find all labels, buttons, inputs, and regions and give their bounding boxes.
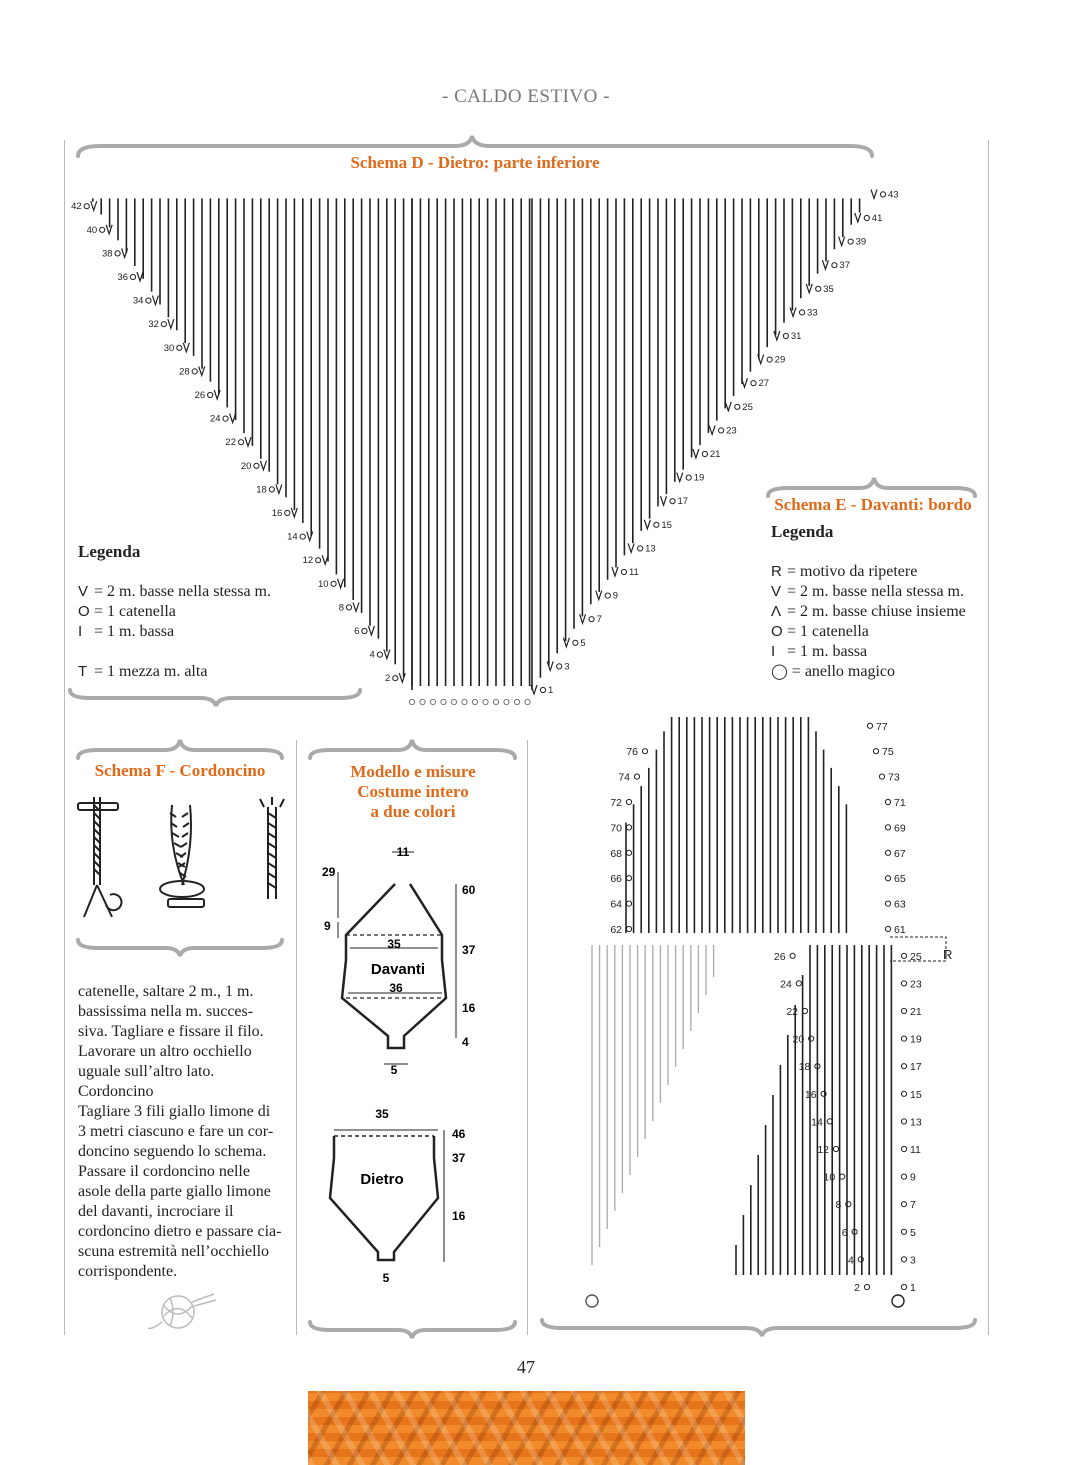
davanti-label: Davanti: [370, 961, 426, 978]
schema-e-row-number: 69: [894, 822, 906, 835]
schema-d-row-number: 2: [384, 673, 391, 685]
dietro-label: Dietro: [360, 1171, 404, 1188]
body-line: Passare il cordoncino nelle: [78, 1163, 250, 1180]
legend-item-i: I = 1 m. bassa: [771, 643, 868, 660]
schema-e-row-number: 14: [811, 1116, 823, 1129]
dietro-height-16: 16: [452, 1209, 466, 1223]
schema-e-row-number: 26: [773, 950, 786, 963]
body-line: cordoncino dietro e passare cia-: [78, 1223, 282, 1240]
dietro-height-37: 37: [452, 1151, 466, 1165]
schema-e-row-number: 15: [910, 1088, 922, 1101]
schema-e-row-number: 6: [841, 1226, 848, 1239]
schema-d-row-number: 3: [564, 661, 570, 673]
legend-item-o: O = 1 catenella: [78, 603, 176, 620]
schema-e-row-number: 4: [847, 1254, 854, 1267]
schema-e-row-number: 3: [910, 1254, 916, 1267]
legend-item-r: R = motivo da ripetere: [771, 563, 918, 580]
schema-e-row-number: 65: [894, 873, 906, 886]
schema-d-legend: [78, 582, 358, 682]
schema-d-row-number: 13: [645, 543, 656, 555]
davanti-height-37: 37: [462, 943, 476, 957]
schema-e-row-number: 21: [910, 1006, 922, 1018]
legend-item-o: O = 1 catenella: [771, 623, 869, 640]
legend-item-i: I = 1 m. bassa: [78, 623, 175, 640]
body-line: Lavorare un altro occhiello: [78, 1043, 252, 1060]
body-line: scuna estremità nell’occhiello: [78, 1243, 270, 1260]
davanti-height-29: 29: [322, 865, 336, 879]
schema-d-row-number: 37: [839, 260, 851, 272]
schema-d-row-number: 27: [758, 378, 770, 390]
legend-item-ring: ◯ = anello magico: [771, 663, 896, 680]
schema-d-row-number: 21: [709, 449, 721, 460]
body-line: del davanti, incrociare il: [78, 1203, 234, 1220]
legend-item-t: T = 1 mezza m. alta: [78, 663, 208, 680]
davanti-width-1: 35: [387, 937, 401, 951]
schema-d-row-number: 28: [179, 366, 190, 378]
schema-e-row-number: 2: [854, 1282, 860, 1294]
schema-e-row-number: 22: [786, 1006, 798, 1018]
schema-d-row-number: 35: [823, 283, 834, 295]
schema-e-row-number: 73: [888, 771, 900, 784]
body-line: asole della parte giallo limone: [78, 1183, 271, 1200]
schema-d-row-number: 40: [86, 224, 98, 236]
modello-title-line: Modello e misure: [350, 762, 476, 781]
davanti-height-9: 9: [324, 919, 331, 933]
modello-title-line: a due colori: [370, 802, 456, 821]
legend-item-v: V = 2 m. basse nella stessa m.: [78, 583, 271, 600]
schema-d-row-number: 30: [163, 342, 175, 354]
schema-d-row-number: 4: [369, 649, 375, 661]
schema-d-row-number: 11: [628, 567, 639, 578]
schema-d-row-number: 18: [256, 484, 267, 496]
schema-e-row-number: 68: [610, 847, 622, 860]
schema-d-row-number: 29: [774, 354, 786, 366]
schema-f-title: Schema F - Cordoncino: [94, 761, 266, 780]
schema-e-row-number: 20: [792, 1033, 805, 1046]
schema-d-row-number: 5: [580, 637, 586, 649]
modello-title: [310, 762, 516, 822]
schema-d-row-number: 26: [194, 390, 206, 401]
schema-d-row-number: 25: [742, 401, 753, 413]
schema-e-row-number: 75: [882, 746, 894, 759]
body-line: siva. Tagliare e fissare il filo.: [78, 1023, 264, 1040]
schema-d-row-number: 43: [888, 189, 899, 201]
davanti-top-width: 11: [396, 845, 410, 859]
schema-d-row-number: 42: [71, 201, 82, 213]
body-line: uguale sull’altro lato.: [78, 1063, 215, 1080]
schema-d-row-number: 38: [101, 248, 113, 260]
schema-e-row-number: 72: [610, 797, 622, 809]
schema-e-row-number: 7: [910, 1199, 916, 1212]
schema-e-row-number: 1: [910, 1282, 916, 1294]
schema-d-row-number: 31: [790, 331, 802, 342]
schema-d-row-number: 32: [148, 319, 159, 331]
schema-d-row-number: 36: [117, 272, 128, 283]
body-line: corrispondente.: [78, 1263, 178, 1280]
schema-e-row-number: 24: [780, 978, 792, 991]
davanti-height-60: 60: [462, 883, 476, 897]
page-number: 47: [517, 1357, 535, 1377]
davanti-bottom-width: 5: [390, 1063, 398, 1077]
schema-d-row-number: 20: [240, 460, 252, 472]
davanti-height-4: 4: [462, 1035, 469, 1049]
legend-item-lambda: Λ = 2 m. basse chiuse insieme: [771, 603, 966, 620]
schema-d-row-number: 9: [612, 590, 619, 602]
schema-e-row-number: 74: [618, 771, 630, 784]
schema-e-row-number: 76: [626, 746, 638, 759]
schema-e-row-number: 17: [910, 1061, 922, 1074]
schema-d-row-number: 6: [354, 626, 360, 637]
schema-e-row-number: 25: [910, 950, 922, 963]
running-title: - CALDO ESTIVO -: [442, 86, 610, 107]
schema-d-row-number: 16: [271, 508, 283, 519]
schema-d-row-number: 8: [338, 602, 344, 614]
schema-e-row-number: 77: [876, 720, 888, 733]
schema-e-row-number: 71: [894, 797, 906, 809]
schema-d-row-number: 7: [596, 614, 602, 626]
schema-e-legend-title: Legenda: [771, 522, 834, 541]
schema-d-row-number: 14: [287, 531, 298, 543]
schema-d-legend-title: Legenda: [78, 542, 141, 561]
schema-d-row-number: 19: [693, 472, 705, 484]
schema-d-row-number: 17: [677, 496, 689, 508]
schema-e-row-number: 5: [910, 1226, 916, 1239]
schema-d-row-number: 10: [317, 578, 329, 590]
garment-schematic: [310, 840, 520, 1290]
schema-d-title: Schema D - Dietro: parte inferiore: [350, 153, 600, 172]
schema-e-row-number: 23: [910, 978, 922, 991]
schema-d-row-number: 12: [302, 555, 314, 567]
schema-e-title: Schema E - Davanti: bordo: [774, 495, 972, 514]
schema-e-row-number: 19: [910, 1033, 922, 1046]
schema-e-row-number: 67: [894, 847, 906, 860]
schema-e-row-number: 66: [610, 873, 622, 886]
cord-twist-illustration: [72, 795, 292, 930]
schema-d-row-number: 15: [661, 519, 672, 531]
schema-d-row-number: 39: [855, 236, 867, 248]
knit-texture-photo: [308, 1391, 745, 1465]
body-line: catenelle, saltare 2 m., 1 m.: [78, 983, 254, 1000]
schema-e-chart: [560, 705, 980, 1315]
body-line: bassissima nella m. succes-: [78, 1003, 254, 1020]
body-subheading: Cordoncino: [78, 1083, 154, 1100]
davanti-width-2: 36: [389, 981, 403, 995]
body-text: [78, 982, 284, 1282]
schema-e-row-number: 61: [894, 924, 906, 936]
modello-title-line: Costume intero: [357, 782, 469, 801]
schema-d-row-number: 23: [726, 425, 737, 437]
yarn-ball-icon: [148, 1292, 218, 1334]
dietro-top-width: 35: [375, 1107, 389, 1121]
schema-e-repeat-label: R: [943, 947, 953, 962]
body-line: 3 metri ciascuno e fare un cor-: [78, 1123, 274, 1140]
schema-e-row-number: 12: [817, 1144, 829, 1156]
schema-e-row-number: 9: [910, 1171, 916, 1184]
schema-e-row-number: 64: [610, 898, 622, 911]
schema-d-row-number: 22: [225, 437, 236, 449]
schema-d-row-number: 24: [209, 413, 221, 425]
schema-d-row-number: 41: [871, 213, 883, 224]
schema-e-row-number: 70: [610, 822, 622, 835]
schema-e-row-number: 63: [894, 898, 906, 911]
schema-e-row-number: 11: [910, 1144, 921, 1156]
schema-e-legend: [771, 562, 981, 682]
schema-d-row-number: 1: [548, 685, 554, 696]
schema-e-row-number: 62: [610, 924, 622, 936]
dietro-bottom-width: 5: [382, 1271, 390, 1285]
schema-e-row-number: 16: [804, 1088, 817, 1101]
davanti-height-16: 16: [462, 1001, 476, 1015]
legend-item-v: V = 2 m. basse nella stessa m.: [771, 583, 964, 600]
dietro-height-46: 46: [452, 1127, 466, 1141]
schema-e-row-number: 8: [835, 1199, 842, 1212]
schema-e-row-number: 13: [910, 1116, 922, 1129]
schema-e-row-number: 10: [823, 1171, 836, 1184]
schema-d-row-number: 34: [132, 295, 144, 307]
schema-e-row-number: 18: [798, 1061, 811, 1074]
body-line: doncino seguendo lo schema.: [78, 1143, 267, 1160]
schema-d-row-number: 33: [807, 307, 818, 319]
body-line: Tagliare 3 fili giallo limone di: [78, 1103, 271, 1120]
